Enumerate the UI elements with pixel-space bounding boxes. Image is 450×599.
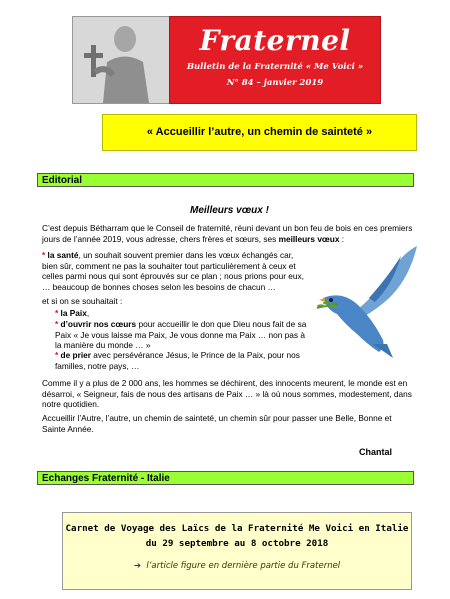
masthead-banner bbox=[169, 16, 381, 104]
dove-illustration bbox=[313, 240, 423, 360]
signature: Chantal bbox=[358, 447, 392, 457]
bullet-star: * bbox=[55, 319, 61, 329]
header-photo bbox=[72, 16, 171, 104]
theme-box: « Accueillir l’autre, un chemin de sainteté » bbox=[102, 114, 417, 151]
arrow-icon: ➔ bbox=[133, 561, 141, 571]
editorial-paragraph-2: Comme il y a plus de 2 000 ans, les hommes se déchirent, des innocents meurent, le monde est en désarroi, « Seigneur, fais de nous des artisans de Paix … » là où nous sommes, modestement, dans notre quotidien. bbox=[42, 378, 412, 409]
bullet-star: * bbox=[55, 350, 61, 360]
editorial-paragraph-3: Accueillir l’Autre, l’autre, un chemin de sainteté, un chemin sûr pour passer une Belle, Bonne et Sainte Année. bbox=[42, 413, 392, 434]
section-exchange-italy: Echanges Fraternité - Italie bbox=[37, 471, 414, 485]
editorial-intro: C’est depuis Bétharram que le Conseil de fraternité, réuni devant un bon feu de bois en ces premiers jours de l’année 2019, vous adresse, chers frères et sœurs, ses meilleurs vœux : bbox=[42, 223, 413, 244]
editorial-greeting: Meilleurs vœux ! bbox=[190, 205, 269, 216]
wish-open-hearts: * d’ouvrir nos cœurs pour accueillir le don que Dieu nous fait de sa Paix « Je vous laisse ma Paix, Je vous donne ma Paix … non pas à la manière du monde … » bbox=[55, 319, 307, 350]
bulletin-issue: N° 84 – janvier 2019 bbox=[226, 78, 324, 88]
carnet-box bbox=[62, 512, 412, 590]
wish-peace: * la Paix, bbox=[55, 308, 90, 318]
dove-icon bbox=[313, 240, 423, 360]
wish-intro: et si on se souhaitait : bbox=[42, 296, 123, 306]
bulletin-title: Fraternel bbox=[199, 24, 351, 57]
bullet-star: * bbox=[55, 308, 61, 318]
carnet-note: ➔ l’article figure en dernière partie du Fraternel bbox=[133, 561, 341, 571]
bulletin-subtitle: Bulletin de la Fraternité « Me Voici » bbox=[186, 62, 364, 72]
section-editorial: Editorial bbox=[37, 173, 414, 187]
statue-illustration bbox=[73, 17, 170, 103]
wish-pray: * de prier avec persévérance Jésus, le Prince de la Paix, pour nos familles, notre pays, … bbox=[55, 350, 300, 371]
wish-health: * la santé, un souhait souvent premier dans les vœux échangés car, bien sûr, comment ne pas la souhaiter tout particulièrement à ceux et celles parmi nous qui sont éprouvés sur ce plan ; nous prions pour eux, … beaucoup de bonnes choses selon les besoins de chacun … bbox=[42, 250, 304, 292]
carnet-title: Carnet de Voyage des Laïcs de la Fraternité Me Voici en Italie du 29 septembre au 8 octobre 2018 bbox=[65, 523, 409, 549]
